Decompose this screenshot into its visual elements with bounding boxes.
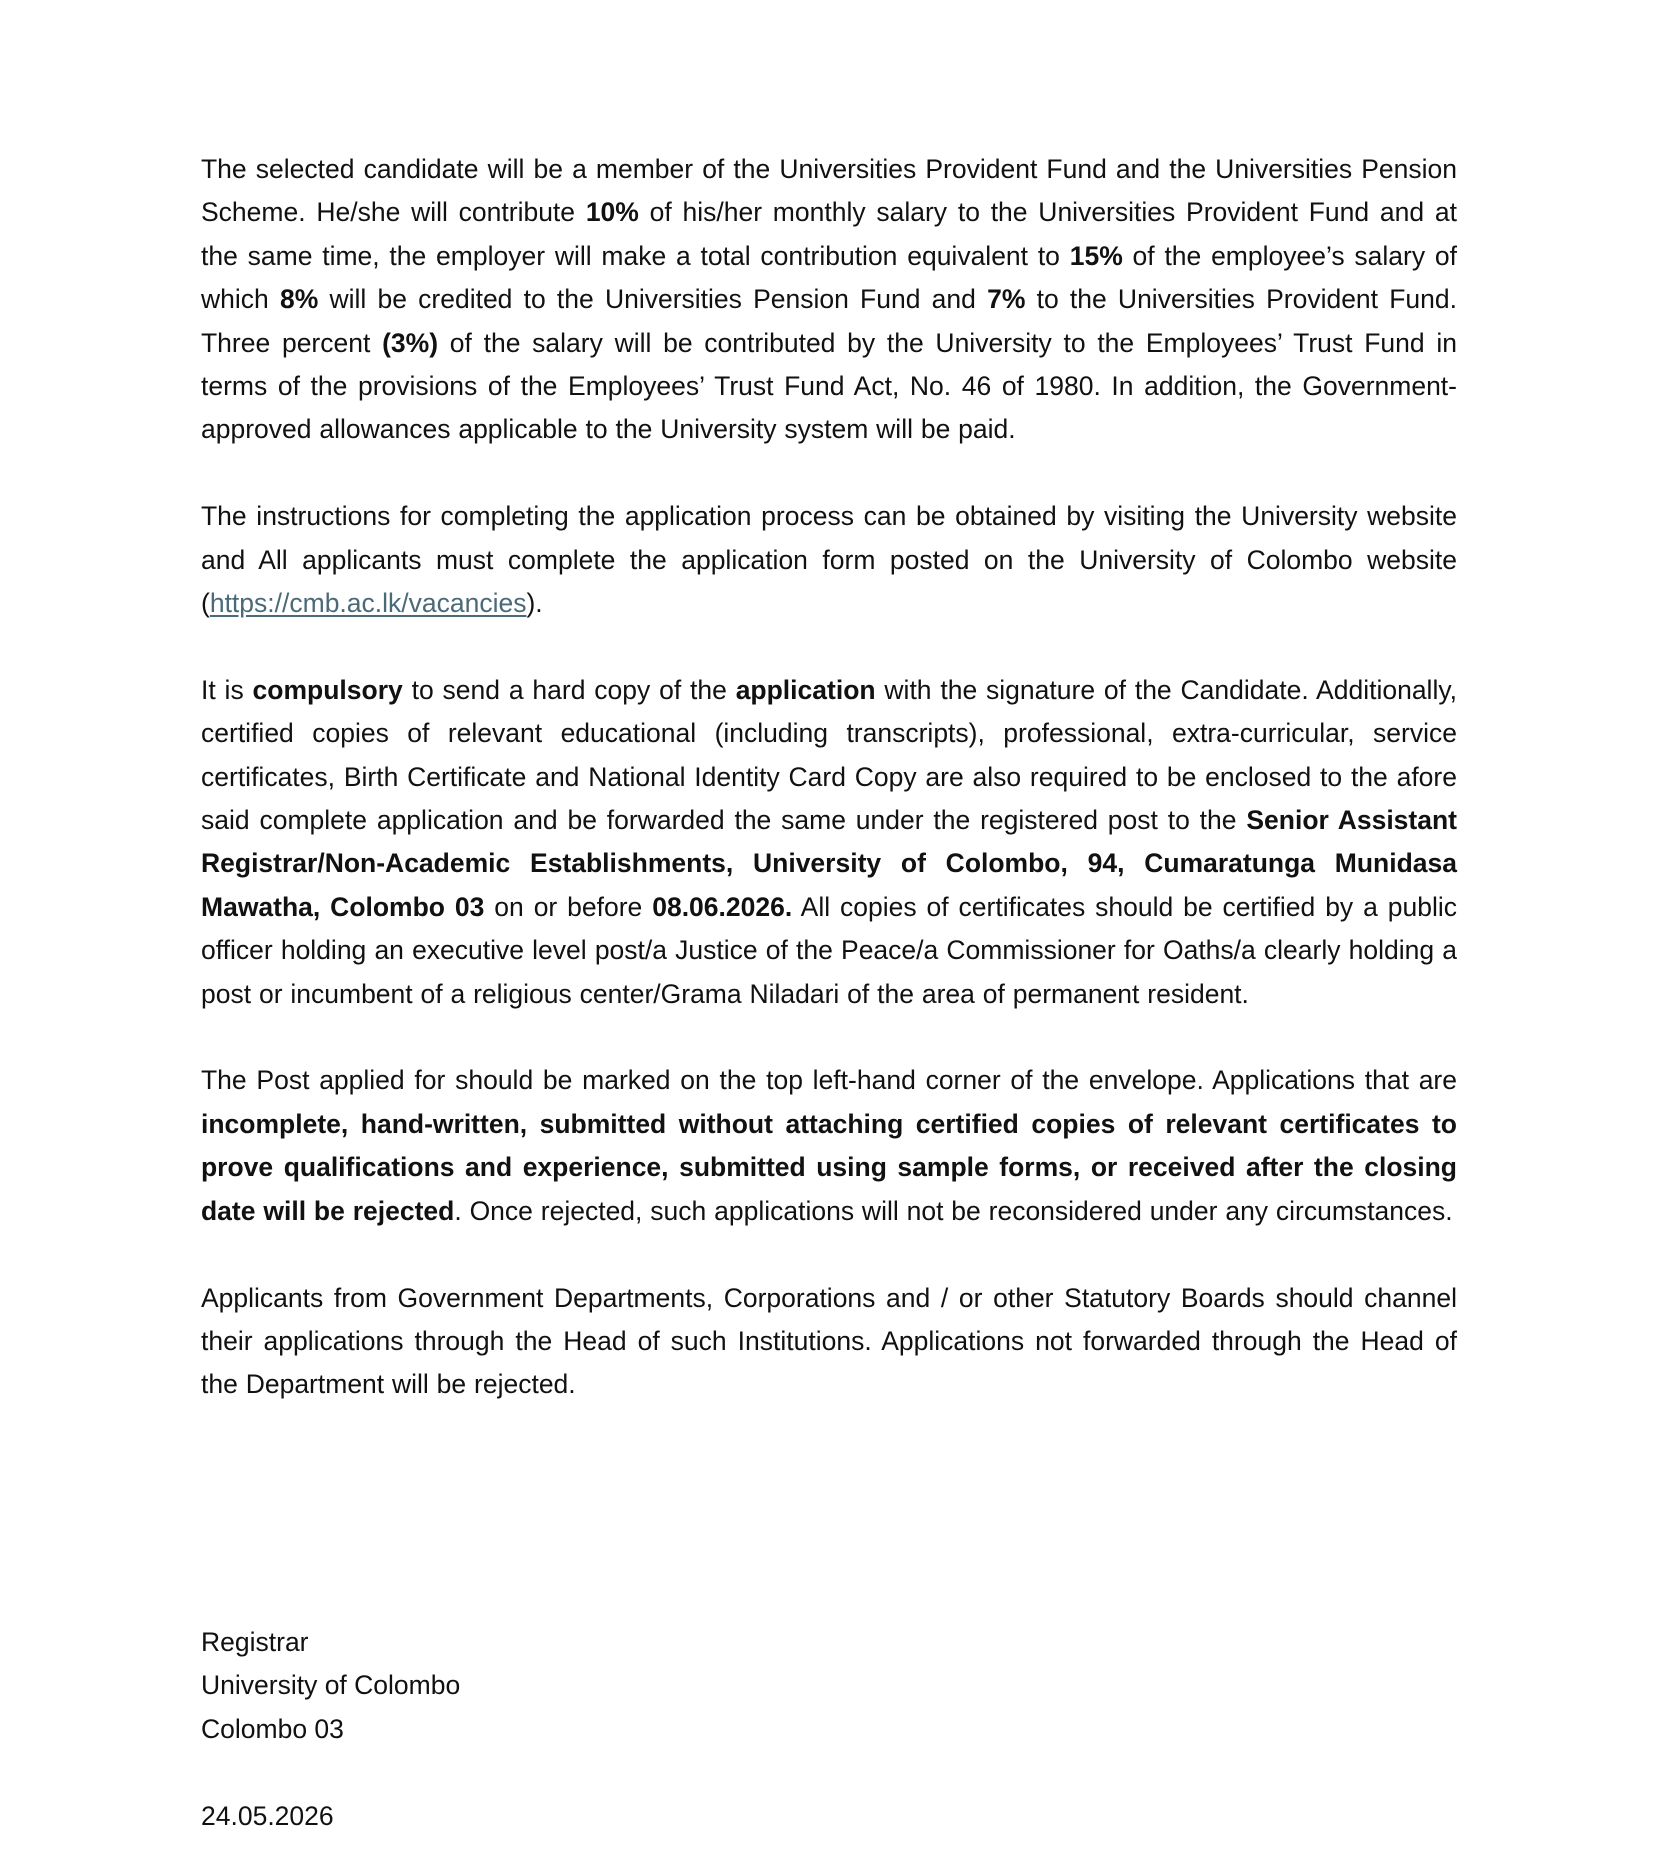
text-run: to send a hard copy of the [402, 674, 736, 705]
hard-copy-paragraph [201, 669, 1457, 1016]
text-run: . Once rejected, such applications will not be reconsidered under any circumstances. [454, 1195, 1453, 1226]
bold-figure: 15% [1069, 240, 1123, 271]
postal-address: Senior Assistant Registrar/Non-Academic Establishments, University of Colombo, 94, Cumaratunga Munidasa Mawatha, Colombo 03 [201, 805, 1457, 922]
signature-block [201, 1621, 460, 1751]
text-run: Applicants from Government Departments, Corporations and / or other Statutory Boards should channel their applications through the Head of such Institutions. Applications not forwarded through the Head of the Department will be rejected. [201, 1282, 1457, 1400]
rejection-paragraph [201, 1059, 1457, 1233]
document-body [201, 148, 1457, 1407]
text-run: on or before [484, 891, 653, 922]
text-run: to the Universities Provident Fund. Three percent [201, 284, 1457, 358]
vacancies-link[interactable]: https://cmb.ac.lk/vacancies [209, 588, 527, 619]
text-run: of the salary will be contributed by the University to the Employees’ Trust Fund in terms of the provisions of the Employees’ Trust Fund Act, No. 46 of 1980. In addition, the Government-approved allowances applicable to the University system will be paid. [201, 327, 1457, 445]
text-run: of the employee’s salary of which [201, 240, 1457, 315]
rejection-criteria: incomplete, hand-written, submitted without attaching certified copies of relevant certificates to prove qualifications and experience, submitted using sample forms, or received after the closing date will be rejected [201, 1108, 1457, 1226]
bold-figure: (3%) [382, 327, 439, 358]
text-run: of his/her monthly salary to the Universities Provident Fund and at the same time, the employer will make a total contribution equivalent to [201, 197, 1458, 271]
document-date: 24.05.2026 [201, 1801, 334, 1831]
bold-text: compulsory [252, 674, 403, 705]
bold-figure: 7% [987, 284, 1026, 315]
signatory-organization: University of Colombo [201, 1670, 461, 1701]
instructions-paragraph [201, 495, 1457, 625]
bold-figure: 8% [279, 284, 319, 315]
bold-figure: 10% [585, 197, 639, 228]
signatory-city: Colombo 03 [201, 1713, 344, 1744]
government-applicants-paragraph [201, 1277, 1457, 1407]
closing-date: 08.06.2026. [652, 891, 793, 922]
text-run: The Post applied for should be marked on the top left-hand corner of the envelope. Applications that are [201, 1065, 1457, 1096]
bold-text: application [735, 674, 876, 705]
text-run: with the signature of the Candidate. Additionally, certified copies of relevant educational (including transcripts), professional, extra-curricular, service certificates, Birth Certificate and National Identity Card Copy are also required to be enclosed to the afore said complete application and be forwarded the same under the registered post to the [201, 674, 1457, 836]
text-run: All copies of certificates should be certified by a public officer holding an executive level post/a Justice of the Peace/a Commissioner for Oaths/a clearly holding a post or incumbent of a religious center/Grama Niladari of the area of permanent resident. [201, 891, 1457, 1009]
pension-paragraph [201, 148, 1457, 452]
text-run: will be credited to the Universities Pension Fund and [318, 284, 988, 315]
text-run: ). [526, 588, 543, 619]
text-run: The instructions for completing the application process can be obtained by visiting the University website and All applicants must complete the application form posted on the University of Colombo website ( [201, 501, 1457, 619]
text-run: It is [201, 674, 253, 705]
text-run: The selected candidate will be a member of the Universities Provident Fund and the Universities Pension Scheme. He/she will contribute [201, 154, 1457, 228]
signatory-title: Registrar [201, 1627, 309, 1657]
